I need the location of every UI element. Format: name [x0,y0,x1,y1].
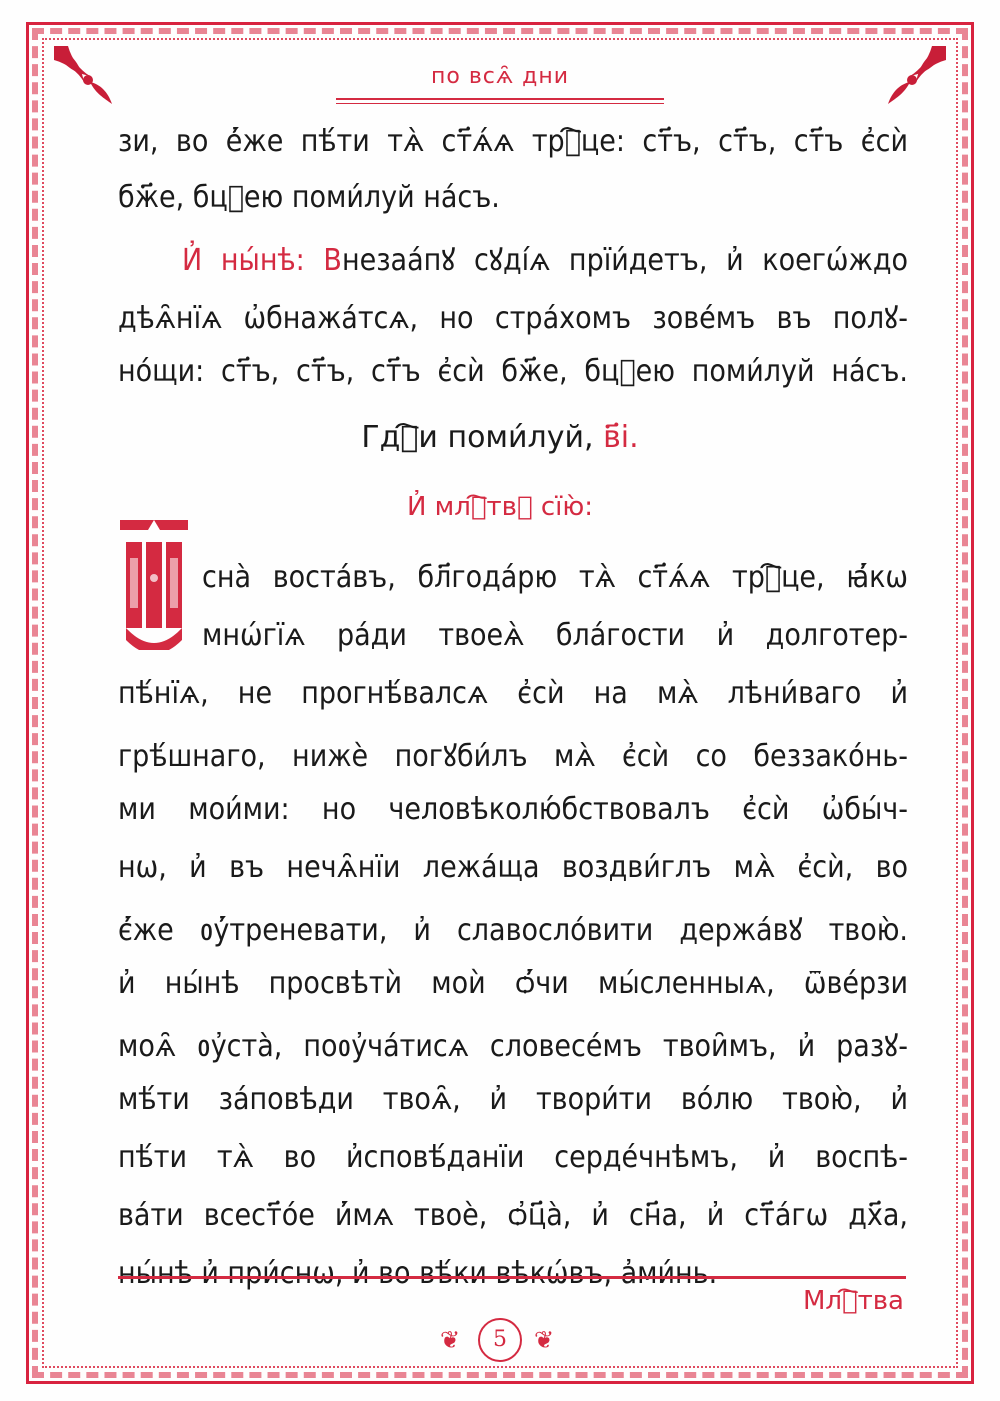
text-line: ми мои́ми: но человѣколю́бствовалъ є҆сѝ ѡ҆бы́ч- [118,792,908,827]
prayer-heading: И҆ млⷭ҇твꙋ сїю̀: [406,492,594,522]
text-line: є҆́же ᲂу҆́треневати, и҆ славосло́вити держа́вꙋ твою̀. [118,913,908,948]
header-rule [336,103,664,104]
text-line: пѣ́ти тѧ̀ во и҆сповѣ́данїи серде́чнѣмъ, и҆ воспѣ- [118,1140,908,1175]
text-line: пѣ́нїѧ, не прогнѣ́валсѧ є҆сѝ на мѧ̀ лѣни́ваго и҆ [118,676,908,711]
text-line: моѧ̑ ᲂу҆ста̀, поᲂу҆ча́тисѧ словесе́мъ твои̑мъ, и҆ разꙋ- [118,1029,908,1064]
flourish-icon: ❦ [440,1326,461,1354]
text-line: мнѡ́гїѧ ра́ди твоеѧ̀ бла́гости и҆ долготер- [202,618,908,653]
text-line: дѣѧ̑нїѧ ѡ҆бнажа́тсѧ, но стра́хомъ зове́мъ въ полꙋ- [118,301,908,336]
kyrie-line [0,420,1000,455]
text-line: и҆ ны́нѣ просвѣтѝ моѝ ѻ҆́чи мы́сленныѧ, ѿве́рзи [118,966,908,1001]
catchword: Млⷭ҇тва [802,1286,904,1316]
text-line: бж҃е, бцⷣею поми́луй на́съ. [118,180,500,215]
running-head: по всѧ̑ дни [430,64,569,89]
decorated-initial-icon [118,518,190,650]
text-line: зи, во е҆́же пѣ́ти тѧ̀ ст҃ѧ́ѧ трⷪ҇це: ст҃ъ, ст҃ъ, ст҃ъ є҆сѝ [118,124,908,159]
flourish-icon: ❦ [534,1326,555,1354]
kyrie-count: в҃і. [603,420,639,455]
text-line: но́щи: ст҃ъ, ст҃ъ, ст҃ъ є҆сѝ бж҃е, бцⷣею поми́луй на́съ. [118,354,908,389]
footer-rule [118,1276,906,1279]
text-segment: незаа́пꙋ сꙋді́ѧ прїи́детъ, и҆ коегѡ́ждо [341,243,908,278]
text-line: мѣ́ти за́повѣди твоѧ̑, и҆ твори́ти во́лю твою̀, и҆ [118,1082,908,1117]
text-line: ва́ти всест҃о́е и҆́мѧ твоѐ, ѻ҆ц҃а̀, и҆ сн҃а, и҆ ст҃а́гѡ дх҃а, [118,1198,908,1233]
text-line: нѡ, и҆ въ нечѧ̑нїи лежа́ща воздви́глъ мѧ̀ є҆сѝ, во [118,850,908,885]
kyrie-text: Гдⷭ҇и поми́луй, [361,420,594,455]
text-line: сна̀ воста́въ, бл҃года́рю тѧ̀ ст҃ѧ́ѧ трⷪ҇це, ꙗ҆́кѡ [202,560,908,595]
header-rule [336,98,664,100]
text-line: грѣ́шнаго, нижѐ погꙋби́лъ мѧ̀ є҆сѝ со беззако́нь- [118,739,908,774]
text-line [182,238,908,279]
text-line: ны́нѣ и҆ при́снѡ, и҆ во вѣ́ки вѣкѡ́въ, а҆ми́нь. [118,1256,718,1291]
red-initial: В [323,243,342,278]
rubric-label: И҆ ны́нѣ: [182,243,305,278]
page-number: 5 [478,1318,522,1362]
